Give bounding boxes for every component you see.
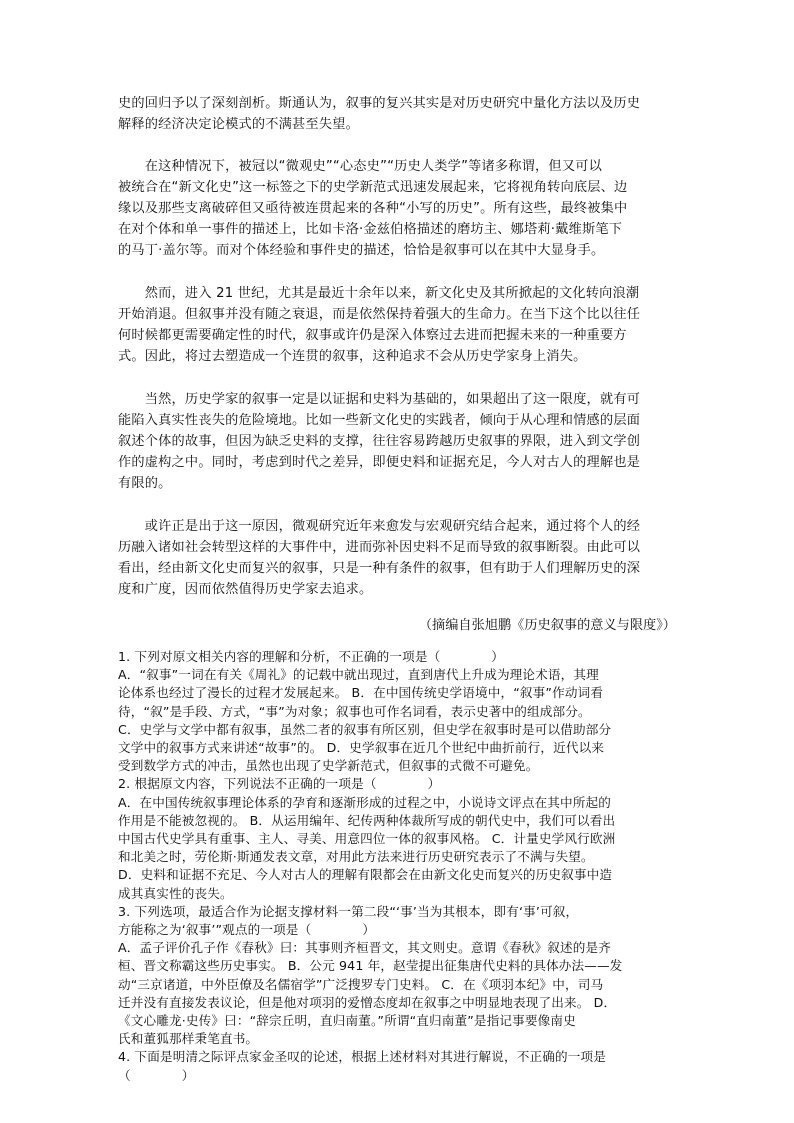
text-line: 看出，经由新文化史而复兴的叙事，只是一种有条件的叙事，但有助于人们理解历史的深 [118, 561, 641, 576]
text-line: 作的虚构之中。同时，考虑到时代之差异，即便史料和证据充足，今人对古人的理解也是 [118, 455, 641, 470]
text-line: 能陷入真实性丧失的危险境地。比如一些新文化史的实践者，倾向于从心理和情感的层面 [118, 413, 641, 428]
article-paragraph-5 [118, 516, 678, 600]
article-paragraph-2 [118, 156, 678, 261]
question-option-line: 待，“叙”是手段、方式，“事”为对象；叙事也可作名词看，表示史著中的组成部分。 [118, 703, 591, 719]
question-option-line: A．在中国传统叙事理论体系的孕育和逐渐形成的过程之中，小说诗文评点在其中所起的 [118, 794, 612, 810]
question-option-line: 和北美之时，劳伦斯·斯通发表文章，对用此方法来进行历史研究表示了不满与失望。 [118, 849, 594, 865]
question-option-line: A．“叙事”一词在有关《周礼》的记载中就出现过，直到唐代上升成为理论术语，其理 [118, 667, 599, 683]
question-option-line: 动“三京诸道，中外臣僚及名儒宿学”广泛搜罗专门史料。 C．在《项羽本纪》中，司马 [118, 976, 604, 992]
text-line: 当然，历史学家的叙事一定是以证据和史料为基础的，如果超出了这一限度，就有可 [118, 392, 641, 407]
document-page [118, 93, 678, 1085]
text-line: 度和广度，因而依然值得历史学家去追求。 [118, 582, 373, 597]
text-line: 在这种情况下，被冠以“微观史”“心态史”“历史人类学”等诸多称谓，但又可以 [118, 159, 602, 174]
text-line: 叙述个体的故事，但因为缺乏史料的支撑，往往容易跨越历史叙事的界限，进入到文学创 [118, 434, 641, 449]
question-option-line: 氏和董狐那样秉笔直书。 [118, 1031, 259, 1047]
question-stem: 方能称之为‘叙事’”观点的一项是（ ） [118, 922, 376, 938]
question-option-line: 成其真实性的丧失。 [118, 885, 233, 901]
text-line: 式。因此，将过去塑造成一个连贯的叙事，这种追求不会从历史学家身上消失。 [118, 349, 587, 364]
article-paragraph-3 [118, 283, 678, 367]
question-option-line: D．史料和证据不充足、今人对古人的理解有限都会在由新文化史而复兴的历史叙事中造 [118, 867, 613, 883]
question-option-line: A．孟子评价孔子作《春秋》曰：其事则齐桓晋文，其文则史。意谓《春秋》叙述的是齐 [118, 940, 612, 956]
question-option-line: 《文心雕龙·史传》曰：“辞宗丘明，直归南董。”所谓“直归南董”是指记事要像南史 [118, 1013, 576, 1029]
text-line: 有限的。 [118, 476, 172, 491]
question-stem: 1. 下列对原文相关内容的理解和分析，不正确的一项是（ ） [118, 649, 505, 664]
question-stem: 2. 根据原文内容，下列说法不正确的一项是（ ） [118, 776, 441, 792]
question-option-line: 中国古代史学具有重事、主人、寻美、用意四位一体的叙事风格。 C．计量史学风行欧洲 [118, 831, 616, 847]
text-line: 或许正是出于这一原因，微观研究近年来愈发与宏观研究结合起来，通过将个人的经 [118, 519, 641, 534]
text-line: 缘以及那些支离破碎但又亟待被连贯起来的各种“小写的历史”。所有这些，最终被集中 [118, 201, 628, 216]
text-line: 在对个体和单一事件的描述上，比如卡洛·金兹伯格描述的磨坊主、娜塔莉·戴维斯笔下 [118, 222, 623, 237]
question-stem: （ ） [118, 1067, 195, 1083]
questions-section [118, 648, 678, 1085]
question-2 [118, 775, 678, 902]
question-option-line: 受到数学方式的冲击，虽然也出现了史学新范式，但叙事的式微不可避免。 [118, 758, 539, 774]
question-4 [118, 1048, 678, 1084]
question-option-line: 论体系也经过了漫长的过程才发展起来。 B．在中国传统史学语境中，“叙事”作动词看 [118, 685, 604, 701]
article-paragraph-1 [118, 93, 678, 135]
question-option-line: C．史学与文学中都有叙事，虽然二者的叙事有所区别，但史学在叙事时是可以借助部分 [118, 721, 612, 737]
article-paragraph-4 [118, 389, 678, 494]
text-line: 历融入诸如社会转型这样的大事件中，进而弥补因史料不足而导致的叙事断裂。由此可以 [118, 540, 641, 555]
text-line: 然而，进入 21 世纪，尤其是最近十余年以来，新文化史及其所掀起的文化转向浪潮 [118, 286, 640, 301]
text-line: 开始消退。但叙事并没有随之衰退，而是依然保持着强大的生命力。在当下这个比以往任 [118, 307, 641, 322]
text-line: 何时候都更需要确定性的时代，叙事或许仍是深入体察过去进而把握未来的一种重要方 [118, 328, 627, 343]
question-option-line: 桓、晋文称霸这些历史事实。 B．公元 941 年，赵莹提出征集唐代史料的具体办法——发 [118, 958, 623, 974]
question-option-line: 迁并没有直接发表议论，但是他对项羽的爱憎态度却在叙事之中明显地表现了出来。 D． [118, 994, 617, 1010]
text-line: 的马丁·盖尔等。而对个体经验和事件史的描述，恰恰是叙事可以在其中大显身手。 [118, 243, 605, 258]
text-line: 史的回归予以了深刻剖析。斯通认为，叙事的复兴其实是对历史研究中量化方法以及历史 [118, 96, 641, 111]
text-line: 解释的经济决定论模式的不满甚至失望。 [118, 117, 359, 132]
question-3 [118, 903, 678, 1049]
question-stem: 4. 下面是明清之际评点家金圣叹的论述，根据上述材料对其进行解说，不正确的一项是 [118, 1049, 606, 1065]
question-1 [118, 648, 678, 775]
question-option-line: 文学中的叙事方式来讲述“故事”的。 D．史学叙事在近几个世纪中曲折前行，近代以来 [118, 740, 605, 756]
question-stem: 3. 下列选项，最适合作为论据支撑材料一第二段“‘事’当为其根本，即有‘事’可叙， [118, 903, 579, 919]
question-option-line: 作用是不能被忽视的。 B．从运用编年、纪传两种体裁所写成的朝代史中，我们可以看出 [118, 812, 616, 828]
text-line: 被统合在“新文化史”这一标签之下的史学新范式迅速发展起来，它将视角转向底层、边 [118, 180, 628, 195]
article-source: （摘编自张旭鹏《历史叙事的意义与限度》） [418, 618, 676, 633]
